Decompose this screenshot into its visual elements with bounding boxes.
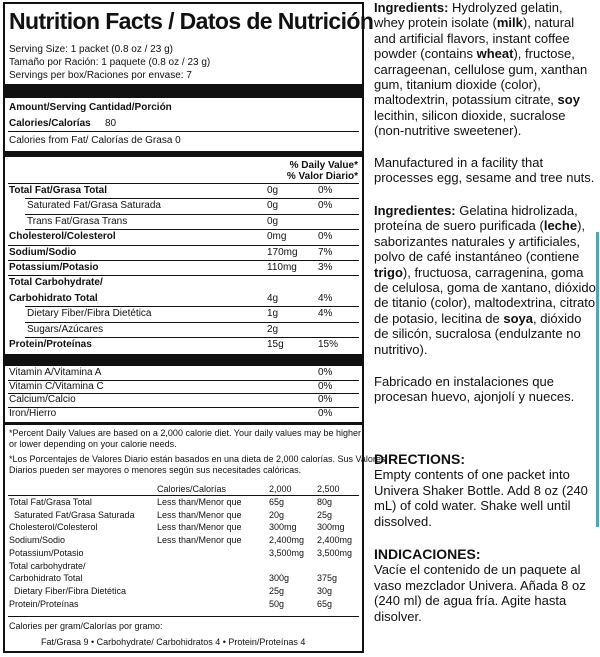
reference-cell-nutrient: Protein/Proteínas <box>9 598 79 609</box>
servings-per-box: Servings per box/Raciones por envase: 7 <box>9 70 192 81</box>
reference-cell-c2: 300g <box>269 573 290 584</box>
nutrient-amount: 110mg <box>267 262 297 273</box>
nutrient-name: Dietary Fiber/Fibra Dietética <box>27 308 152 320</box>
nutrient-daily-value: 0% <box>318 200 333 212</box>
footnote-es-2: Diarios pueden ser mayores o menores según sus necesitades calóricas. <box>9 465 302 475</box>
nutrition-title: Nutrition Facts / Datos de Nutrición <box>9 8 374 34</box>
ref-header-2500: 2,500 <box>317 484 340 494</box>
calories-per-gram-values: Fat/Grasa 9 • Carbohydrate/ Carbohidratos 4 • Protein/Proteínas 4 <box>41 637 306 647</box>
footnote-es-1: *Los Porcentajes de Valores Diario están basados en una dieta de 2,000 calorías. Sus Valores <box>9 454 386 464</box>
reference-cell-c3: 30g <box>317 585 333 596</box>
vitamin-name: Calcium/Calcio <box>9 394 76 405</box>
vitamin-name: Iron/Hierro <box>9 407 57 419</box>
ref-header-2000: 2,000 <box>269 484 292 494</box>
reference-cell-c1: Less than/Menor que <box>157 522 242 533</box>
row-divider <box>25 322 359 323</box>
reference-cell-c1: Less than/Menor que <box>157 535 242 546</box>
nutrient-daily-value: 4% <box>318 308 333 320</box>
divider <box>8 183 359 184</box>
nutrition-facts-panel <box>3 2 386 653</box>
row-divider <box>8 260 359 261</box>
row-divider <box>25 337 359 338</box>
nutrient-amount: 0g <box>267 215 279 227</box>
indicaciones-heading: INDICACIONES: <box>374 546 481 562</box>
nutrient-amount: 1g <box>267 308 279 320</box>
vitamin-name: Vitamin C/Vitamina C <box>9 380 104 392</box>
facility-en: Manufactured in a facility that processes egg, sesame and tree nuts. <box>374 155 595 186</box>
reference-cell-nutrient: Total carbohydrate/ <box>9 560 86 571</box>
reference-cell-c2: 50g <box>269 598 285 609</box>
row-divider <box>25 306 359 307</box>
row-divider <box>25 198 359 199</box>
reference-cell-c3: 80g <box>317 497 333 507</box>
indicaciones-text: Vacíe el contenido de un paquete al vaso mezclador Univera. Añada 8 oz (240 ml) de agua fría. Agite hasta disolver. <box>374 562 586 624</box>
medium-divider <box>5 151 362 157</box>
directions-text: Empty contents of one packet into Univera Shaker Bottle. Add 8 oz (240 mL) of cold water. Shake well until dissolved. <box>374 467 588 529</box>
footnote-en-2: or lower depending on your calorie needs. <box>9 439 177 449</box>
nutrient-name: Carbohidrato Total <box>9 292 98 304</box>
reference-cell-c2: 65g <box>269 497 285 507</box>
nutrient-amount: 0g <box>267 200 279 212</box>
ingredients-es <box>374 203 596 357</box>
divider <box>8 495 359 496</box>
reference-cell-c1: Less than/Menor que <box>157 509 242 520</box>
nutrient-amount: 0mg <box>267 231 287 243</box>
ingredients-heading: Ingredients: <box>374 0 449 15</box>
directions-en <box>374 452 596 529</box>
footnote-en-1: *Percent Daily Values are based on a 2,000 calorie diet. Your daily values may be higher <box>9 428 362 438</box>
reference-cell-c2: 300mg <box>269 522 297 533</box>
amount-header: Amount/Serving Cantidad/Porción <box>9 102 172 113</box>
nutrient-name: Sodium/Sodio <box>9 246 77 258</box>
ref-header-calories: Calories/Calorías <box>157 484 227 494</box>
vitamin-name: Vitamin A/Vitamina A <box>9 367 102 378</box>
reference-cell-nutrient: Sodium/Sodio <box>9 535 66 546</box>
reference-cell-c3: 65g <box>317 598 333 609</box>
vitamin-daily-value: 0% <box>318 380 333 392</box>
nutrient-name: Total Fat/Grasa Total <box>9 185 107 196</box>
directions-heading: DIRECTIONS: <box>374 451 465 467</box>
reference-cell-nutrient: Potassium/Potasio <box>9 547 84 558</box>
vitamin-daily-value: 0% <box>318 367 333 378</box>
nutrient-name: Total Carbohydrate/ <box>9 277 103 289</box>
row-divider <box>8 407 359 408</box>
nutrient-name: Protein/Proteínas <box>9 339 92 350</box>
calories-value: 80 <box>105 118 117 129</box>
reference-cell-c3: 25g <box>317 509 333 520</box>
ingredients-en <box>374 0 596 139</box>
reference-cell-c2: 25g <box>269 585 285 596</box>
serving-size: Serving Size: 1 packet (0.8 oz / 23 g) <box>9 44 173 55</box>
reference-cell-nutrient: Dietary Fiber/Fibra Dietética <box>9 585 127 596</box>
reference-cell-c1: Less than/Menor que <box>157 497 242 507</box>
ingredientes-heading: Ingredientes: <box>374 203 456 218</box>
nutrient-daily-value: 15% <box>318 339 339 350</box>
reference-cell-c3: 375g <box>317 573 338 584</box>
calories-label: Calories/Calorías <box>9 118 91 129</box>
row-divider <box>25 229 359 230</box>
divider <box>8 131 359 132</box>
thick-divider <box>5 354 362 366</box>
nutrient-amount: 15g <box>267 339 284 350</box>
nutrient-daily-value: 4% <box>318 292 333 304</box>
ingredientes-text: Gelatina hidrolizada, proteína de suero purificada (leche), saborizantes naturales y artificiales, polvo de café instantáneo (contiene trigo), fructuosa, carragenina, goma de celulosa, goma de xantano, dióxido de titanio (color), maltodextrina, citrato de potasio, lecitina de soya, dióxido de silicón, sucralosa (endulzante no nutritivo). <box>374 203 596 357</box>
nutrient-amount: 0g <box>267 185 279 196</box>
reference-cell-c3: 300mg <box>317 522 345 533</box>
divider <box>8 616 359 617</box>
medium-divider <box>5 422 362 425</box>
nutrient-amount: 4g <box>267 292 279 304</box>
reference-cell-nutrient: Cholesterol/Colesterol <box>9 522 98 533</box>
reference-cell-nutrient: Saturated Fat/Grasa Saturada <box>9 509 135 520</box>
row-divider <box>25 214 359 215</box>
nutrient-amount: 2g <box>267 323 279 335</box>
vitamin-daily-value: 0% <box>318 407 333 419</box>
nutrient-name: Cholesterol/Colesterol <box>9 231 116 243</box>
nutrient-name: Trans Fat/Grasa Trans <box>27 215 128 227</box>
row-divider <box>8 275 359 276</box>
facility-es: Fabricado en instalaciones que procesan huevo, ajonjolí y nueces. <box>374 374 575 405</box>
accent-stripe <box>596 232 599 527</box>
row-divider <box>8 245 359 246</box>
vitamin-daily-value: 0% <box>318 394 333 405</box>
calories-from-fat: Calories from Fat/ Calorías de Grasa 0 <box>9 135 181 146</box>
reference-cell-c3: 3,500mg <box>317 547 353 558</box>
nutrient-daily-value: 0% <box>318 231 333 243</box>
nutrient-amount: 170mg <box>267 246 298 258</box>
reference-cell-c2: 3,500mg <box>269 547 305 558</box>
valor-diario-header: % Valor Diario* <box>286 171 358 182</box>
ingredients-text: Hydrolyzed gelatin, whey protein isolate (milk), natural and artificial flavors, instant coffee powder (contains wheat), fructose, carrageenan, cellulose gum, xanthan gum, titanium dioxide (color), maltodextrin, potassium citrate, soy lecithin, silicon dioxide, sucralose (non-nutritive sweetener). <box>374 0 588 139</box>
serving-size-es: Tamaño por Ración: 1 paquete (0.8 oz / 23 g) <box>9 57 211 68</box>
nutrient-daily-value: 7% <box>318 246 333 258</box>
reference-cell-c3: 2,400mg <box>317 535 353 546</box>
reference-cell-c2: 20g <box>269 509 285 520</box>
nutrient-name: Potassium/Potasio <box>9 262 99 273</box>
nutrient-daily-value: 3% <box>318 262 333 273</box>
reference-cell-nutrient: Carbohidrato Total <box>9 573 83 584</box>
thick-divider <box>5 84 362 98</box>
nutrient-name: Saturated Fat/Grasa Saturada <box>27 200 161 212</box>
nutrient-daily-value: 0% <box>318 185 333 196</box>
daily-value-header: % Daily Value* <box>289 160 358 171</box>
nutrient-name: Sugars/Azúcares <box>27 323 104 335</box>
reference-cell-c2: 2,400mg <box>269 535 305 546</box>
directions-es <box>374 547 596 624</box>
calories-per-gram: Calories per gram/Calorías por gramo: <box>9 621 163 631</box>
reference-cell-nutrient: Total Fat/Grasa Total <box>9 497 92 507</box>
